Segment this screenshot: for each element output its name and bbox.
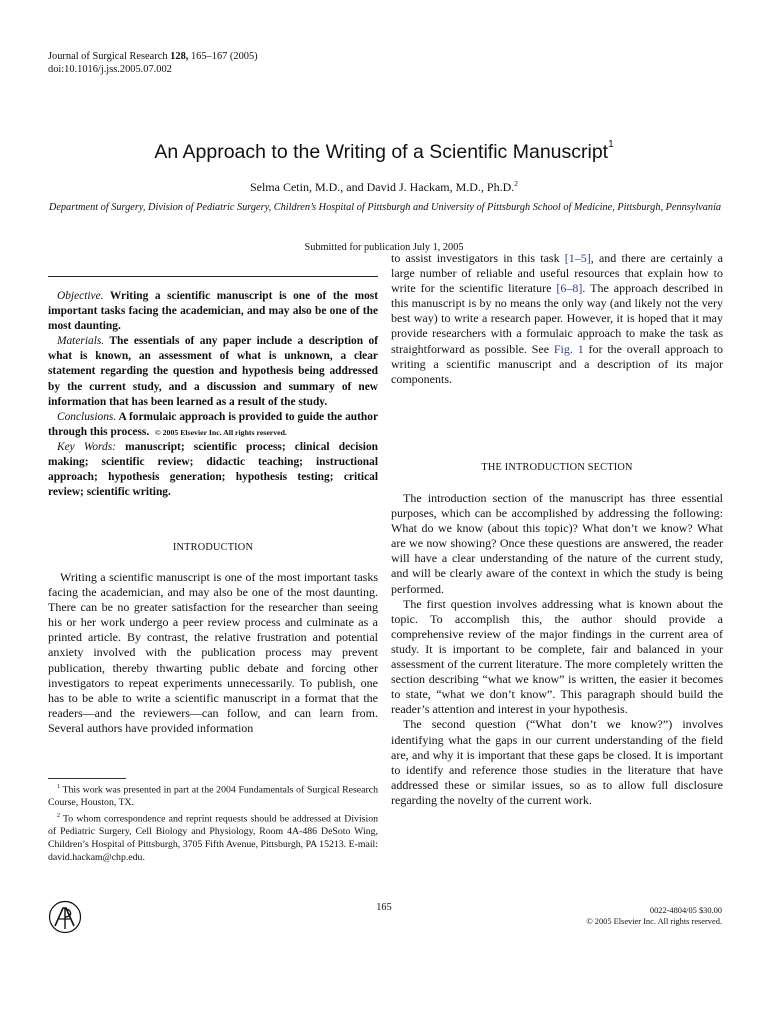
title-footnote-mark: 1 [608, 139, 614, 150]
right-column-continuation [391, 251, 723, 387]
page-number: 165 [376, 902, 392, 913]
journal-pages-year: 165–167 (2005) [190, 51, 258, 62]
authors-line [0, 179, 768, 195]
materials-label: Materials. [57, 335, 105, 348]
section-paragraph-2: The first question involves addressing what is known about the topic. To accomplish this, the author should provide a comprehensive review of the major findings in the current area of study. It is important to be complete, fair and balanced in your assessment of the current literature. The more completely written the section describing “what we know” is written, the easier it becomes to state, “what we don’t know”. This paragraph should build the reader’s attention and interest in your hypothesis. [391, 596, 723, 717]
author-footnote-mark: 2 [514, 179, 519, 188]
submission-date: Submitted for publication July 1, 2005 [304, 242, 464, 253]
continuation-text-d: for the overall approach to writing a scientific manuscript and a description of its major components. [391, 341, 724, 386]
footnote-2-mark: 2 [57, 812, 60, 819]
continuation-text-c: . The approach described in this manuscript is by no means the only way (and likely not the very best way) to write a research paper. However, it is hoped that it may provide researchers with a formulaic approach to make the task as straightforward as possible. See [391, 281, 723, 356]
abstract [48, 289, 378, 500]
footnotes [48, 781, 378, 864]
journal-name: Journal of Surgical Research [48, 51, 168, 62]
conclusions-label: Conclusions. [57, 410, 117, 423]
article-price: 0022-4804/05 $30.00 [649, 906, 722, 915]
continuation-text-a: to assist investigators in this task [391, 251, 560, 265]
authors-text: Selma Cetin, M.D., and David J. Hackam, M.D., Ph.D. [249, 180, 515, 194]
footnote-2: To whom correspondence and reprint requests should be addressed at Division of Pediatric Surgery, Cell Biology and Physiology, Room 4A-486 DeSoto Wing, Children’s Hospital of Pittsburgh, 3705 Fifth Avenue, Pittsburgh, PA 15213. E-mail: david.hackam@chp.edu. [48, 813, 378, 863]
footer-rights: © 2005 Elsevier Inc. All rights reserved. [586, 916, 722, 926]
conclusions-text: A formulaic approach is provided to guide the author through this process. [48, 410, 378, 438]
section-paragraph-1: The introduction section of the manuscript has three essential purposes, which can be accomplished by addressing the following: What do we know (about this topic)? What don’t we know? What are we now showing? Once these questions are answered, the reader will have a clear understanding of the nature of the current study, and will be clearly aware of the context in which the study is being performed. [391, 491, 723, 596]
introduction-section-body [391, 491, 723, 808]
abstract-rule [48, 276, 378, 277]
continuation-text-b: , and there are certainly a large number of reliable and useful resources that explain how to write for the scientific literature [391, 251, 723, 296]
footnote-1: This work was presented in part at the 2004 Fundamentals of Surgical Research Course, Houston, TX. [48, 784, 378, 809]
doi: doi:10.1016/j.jss.2005.07.002 [48, 64, 172, 75]
title-text: An Approach to the Writing of a Scientific Manuscript [154, 141, 609, 163]
introduction-section-heading: THE INTRODUCTION SECTION [481, 462, 633, 473]
citation-link-2[interactable]: [6–8] [556, 281, 583, 296]
introduction-heading: INTRODUCTION [172, 542, 254, 553]
article-title [0, 141, 768, 164]
introduction-body [48, 570, 378, 736]
citation-link-1[interactable]: [1–5] [564, 251, 591, 265]
journal-citation [48, 50, 258, 76]
materials-text: The essentials of any paper include a description of what is known, an assessment of what is unknown, a clear statement regarding the question and hypothesis being addressed by the current study, and a discussion and summary of new information that has been learned as a result of the study. [48, 335, 378, 408]
footer-copyright [520, 906, 722, 927]
objective-text: Writing a scientific manuscript is one of the most important tasks facing the academician, and may also be one of the most daunting. [48, 290, 378, 333]
objective-label: Objective. [57, 290, 104, 302]
section-paragraph-3: The second question (“What don’t we know?”) involves identifying what the gaps in our current understanding of the field are, and why it is important that these gaps be closed. It is important to identify and reference those studies in the literature that have addressed these or similar issues, so as to allow full disclosure regarding the novelty of the current work. [391, 717, 723, 807]
affiliation: Department of Surgery, Division of Pediatric Surgery, Children’s Hospital of Pittsburgh and University of Pittsburgh School of Medicine, Pittsburgh, Pennsylvania [48, 202, 722, 213]
keywords-label: Key Words: [57, 440, 116, 453]
figure-link[interactable]: Fig. 1 [553, 341, 584, 356]
footnote-1-mark: 1 [57, 784, 60, 790]
introduction-paragraph: Writing a scientific manuscript is one of the most important tasks facing the academician, and may also be one of the most daunting. There can be no greater satisfaction for the researcher than seeing his or her work undergo a peer review process and culminate as a printed article. By contrast, the relative frustration and potential anxiety involved with the publication process may prevent publication, thereby thwarting public debate and forcing other investigators to repeat experiments unnecessarily. To publish, one has to be able to write a scientific manuscript in a format that the readers—and the reviewers—can follow, and can learn from. Several authors have provided information [48, 570, 378, 735]
keywords-text: manuscript; scientific process; clinical decision making; scientific review; didactic teaching; instructional approach; hypothesis generation; hypothesis testing; critical review; scientific writing. [48, 440, 378, 499]
journal-volume: 128, [170, 51, 189, 62]
abstract-copyright: © 2005 Elsevier Inc. All rights reserved. [154, 427, 287, 437]
footnote-rule [48, 778, 126, 779]
